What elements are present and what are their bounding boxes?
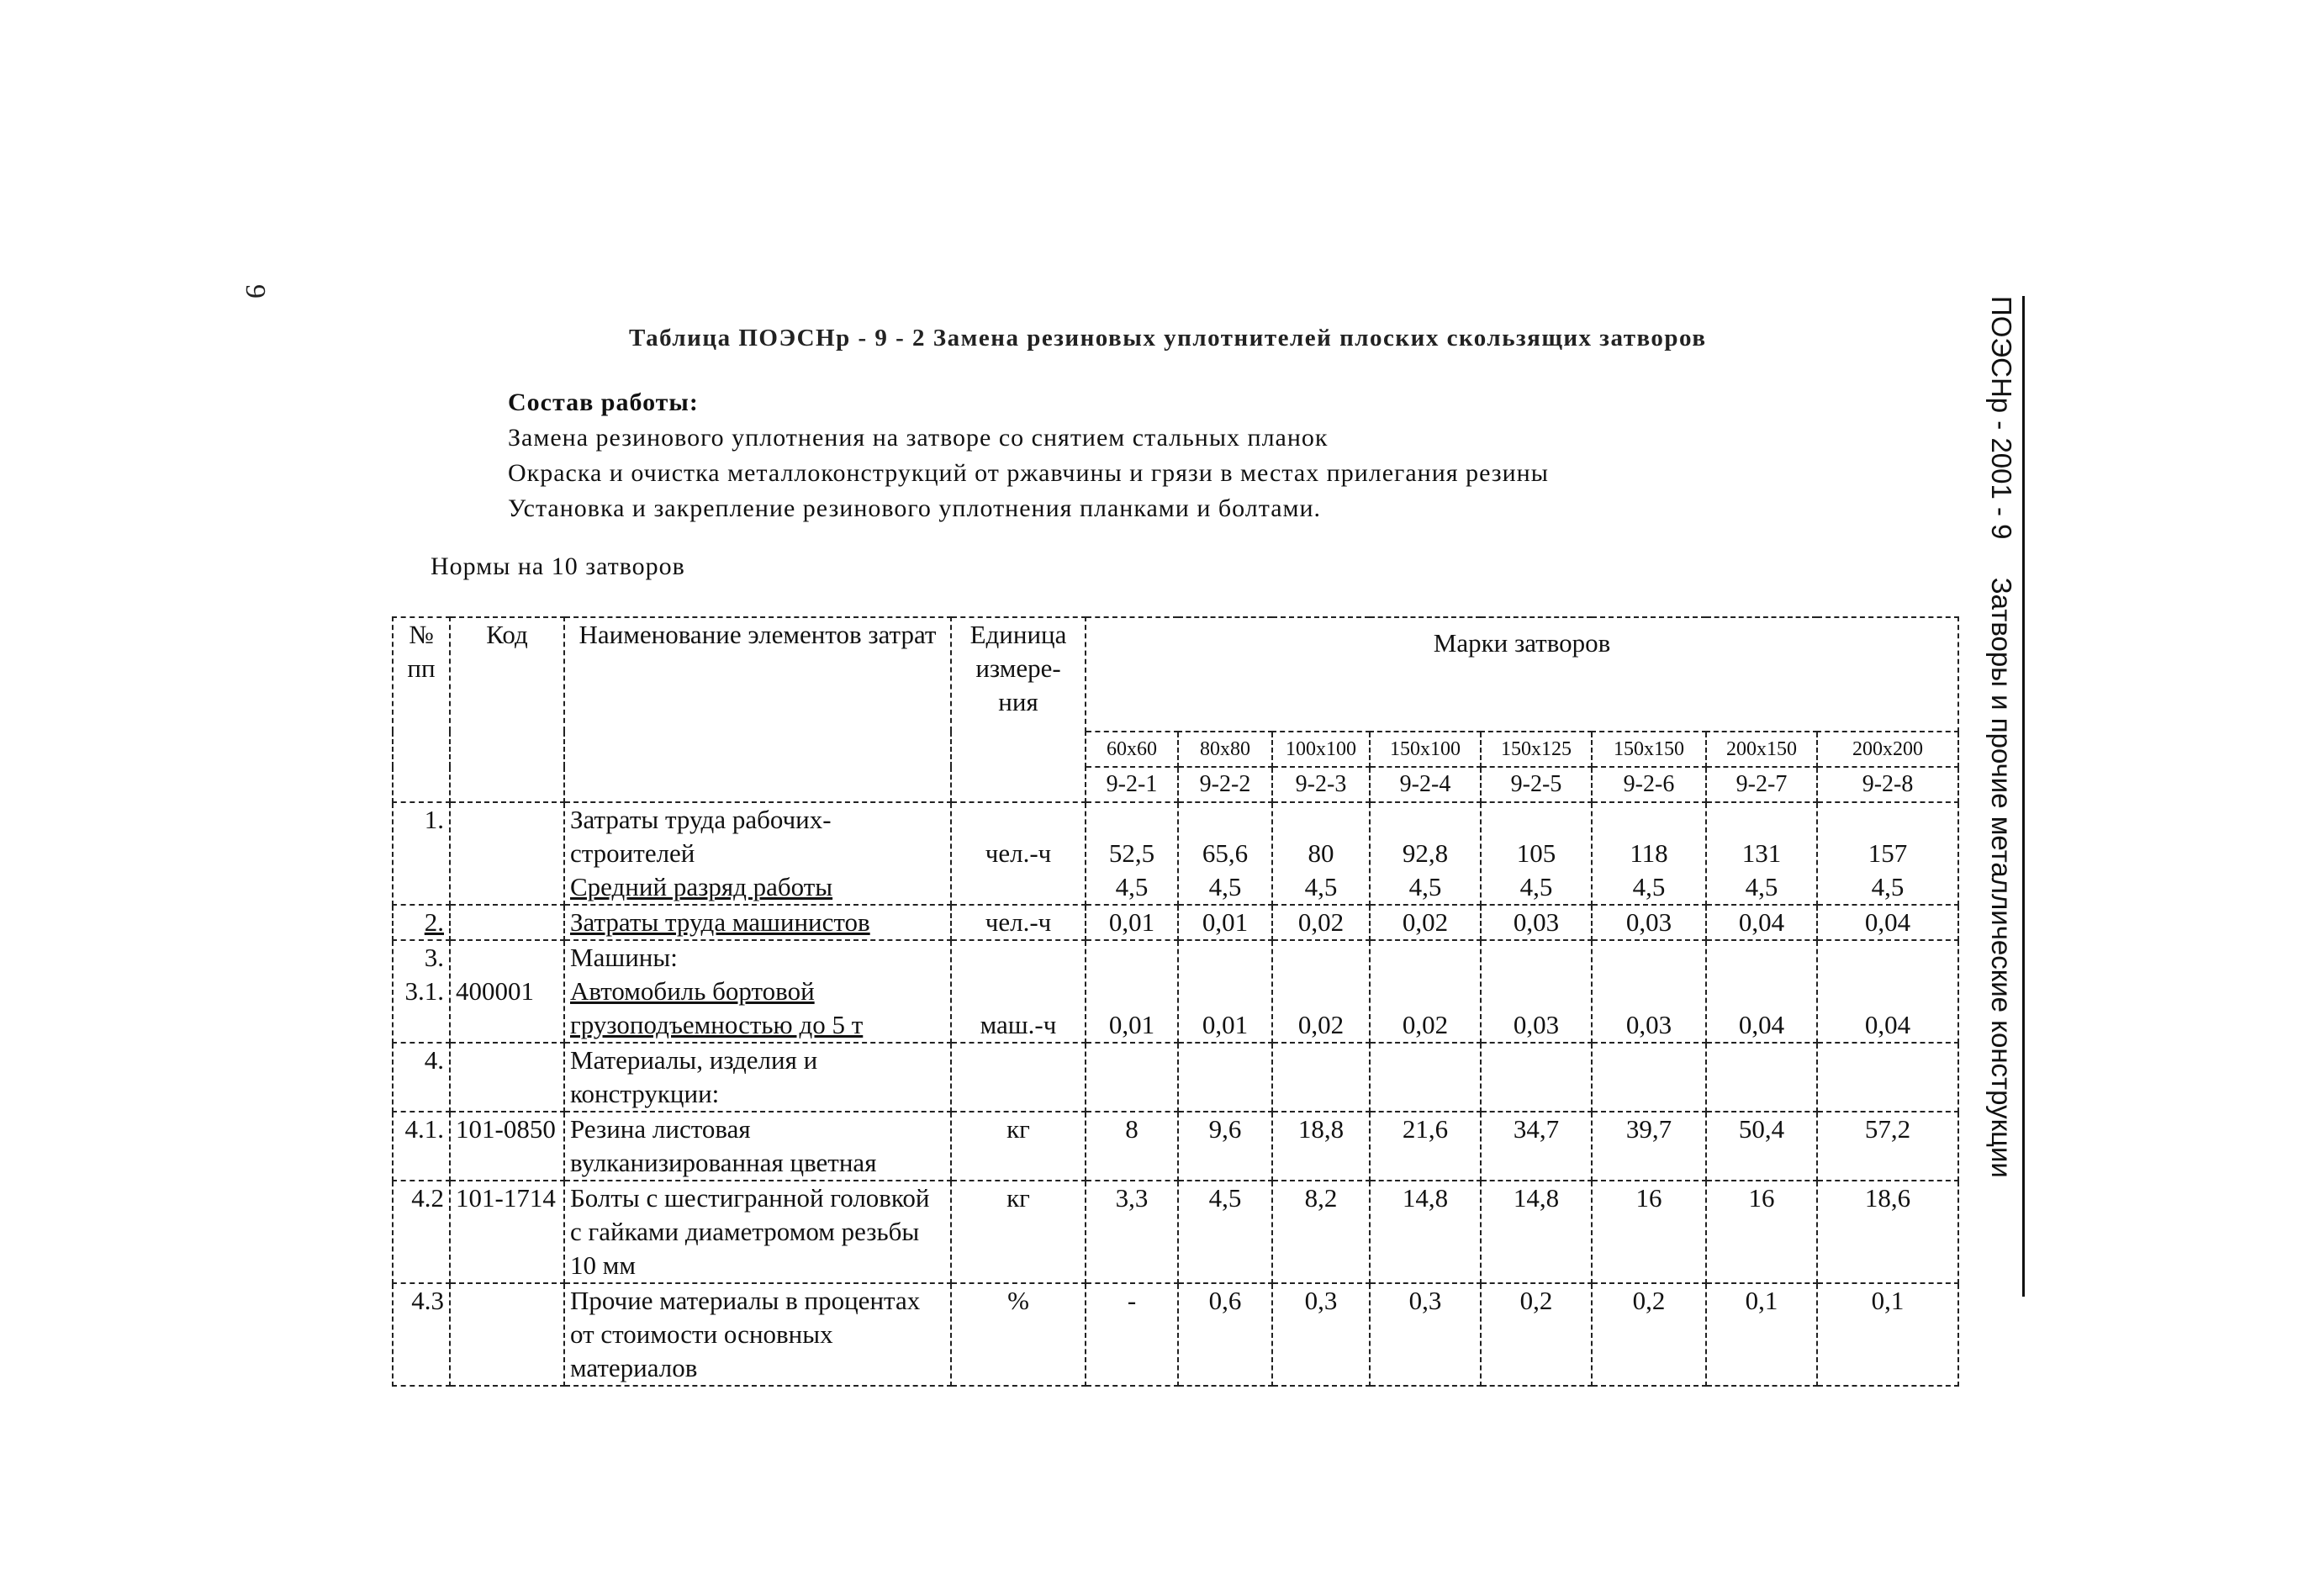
norms-caption: Нормы на 10 затворов bbox=[431, 552, 685, 580]
mark-code: 9-2-5 bbox=[1481, 767, 1592, 802]
row-sub-value: 4,5 bbox=[1519, 872, 1553, 901]
mark-size: 200x200 bbox=[1817, 732, 1958, 767]
mark-code: 9-2-2 bbox=[1178, 767, 1272, 802]
row-value: 0,6 bbox=[1178, 1283, 1272, 1386]
row-value: 131 bbox=[1741, 838, 1782, 868]
row-value: 92,8 bbox=[1402, 838, 1449, 868]
row-value: 39,7 bbox=[1592, 1112, 1706, 1181]
row-value: 0,3 bbox=[1370, 1283, 1481, 1386]
row-value: 157 bbox=[1868, 838, 1908, 868]
row-value: 0,3 bbox=[1272, 1283, 1370, 1386]
row-value-cell bbox=[1481, 802, 1592, 905]
mark-size: 80x80 bbox=[1178, 732, 1272, 767]
row-value: 0,01 bbox=[1178, 905, 1272, 940]
row-value: 18,6 bbox=[1817, 1181, 1958, 1283]
header-name: Наименование элементов затрат bbox=[564, 617, 951, 802]
row-value: 21,6 bbox=[1370, 1112, 1481, 1181]
row-value-cell bbox=[1272, 802, 1370, 905]
row-value-cell bbox=[1370, 802, 1481, 905]
row-code bbox=[450, 905, 564, 940]
work-composition-heading: Состав работы: bbox=[508, 388, 699, 416]
row-unit: кг bbox=[951, 1112, 1086, 1181]
table-row bbox=[393, 1043, 1958, 1112]
row-unit: кг bbox=[951, 1181, 1086, 1283]
header-num: № пп bbox=[393, 617, 450, 802]
row-value: 118 bbox=[1630, 838, 1668, 868]
mark-code: 9-2-1 bbox=[1086, 767, 1178, 802]
row-sub-value: 4,5 bbox=[1632, 872, 1666, 901]
row-name: Болты с шестигранной головкой с гайками диаметромом резьбы 10 мм bbox=[564, 1181, 951, 1283]
mark-code: 9-2-7 bbox=[1706, 767, 1817, 802]
row-value: 0,1 bbox=[1706, 1283, 1817, 1386]
row-name: Прочие материалы в процентах от стоимости основных материалов bbox=[564, 1283, 951, 1386]
row-unit: чел.-ч bbox=[951, 802, 1086, 905]
row-value: 8 bbox=[1086, 1112, 1178, 1181]
row-value: 0,03 bbox=[1592, 940, 1706, 1043]
row-code: 101-0850 bbox=[450, 1112, 564, 1181]
row-num: 2. bbox=[393, 905, 450, 940]
mark-size: 150x125 bbox=[1481, 732, 1592, 767]
row-value: 0,04 bbox=[1817, 940, 1958, 1043]
row-value: 0,2 bbox=[1592, 1283, 1706, 1386]
row-name: Материалы, изделия и конструкции: bbox=[564, 1043, 951, 1112]
row-value: 0,02 bbox=[1370, 905, 1481, 940]
header-row bbox=[393, 617, 1958, 732]
mark-size: 150x150 bbox=[1592, 732, 1706, 767]
row-sub-value: 4,5 bbox=[1871, 872, 1905, 901]
row-num-cell bbox=[393, 940, 450, 1043]
row-value: 0,04 bbox=[1706, 905, 1817, 940]
row-num: 4.3 bbox=[393, 1283, 450, 1386]
side-header bbox=[1985, 296, 2025, 1297]
row-sub-value: 4,5 bbox=[1115, 872, 1149, 901]
row-value: 50,4 bbox=[1706, 1112, 1817, 1181]
row-value: - bbox=[1086, 1283, 1178, 1386]
side-header-section: Затворы и прочие металлические конструкции bbox=[1986, 577, 2017, 1178]
row-value: 14,8 bbox=[1370, 1181, 1481, 1283]
row-value: 34,7 bbox=[1481, 1112, 1592, 1181]
mark-code: 9-2-4 bbox=[1370, 767, 1481, 802]
row-value: 4,5 bbox=[1178, 1181, 1272, 1283]
table-row bbox=[393, 940, 1958, 1043]
row-unit: маш.-ч bbox=[951, 940, 1086, 1043]
row-sub-value: 4,5 bbox=[1208, 872, 1242, 901]
row-code: 400001 bbox=[456, 976, 534, 1006]
row-sub-name: Средний разряд работы bbox=[570, 872, 833, 901]
row-num: 3.1. bbox=[404, 976, 444, 1006]
row-value: 0,01 bbox=[1086, 905, 1178, 940]
row-value: 0,02 bbox=[1272, 940, 1370, 1043]
header-unit: Единица измере-ния bbox=[951, 617, 1086, 802]
row-value: 16 bbox=[1706, 1181, 1817, 1283]
row-value: 0,03 bbox=[1592, 905, 1706, 940]
row-sub-value: 4,5 bbox=[1408, 872, 1442, 901]
row-name: Затраты труда машинистов bbox=[564, 905, 951, 940]
work-item: Установка и закрепление резинового уплотнения планками и болтами. bbox=[508, 494, 1322, 522]
row-name-cell bbox=[564, 940, 951, 1043]
table-title: Таблица ПОЭСНр - 9 - 2 Замена резиновых уплотнителей плоских скользящих затворов bbox=[629, 325, 1707, 351]
page-number: 9 bbox=[240, 284, 271, 300]
mark-code: 9-2-8 bbox=[1817, 767, 1958, 802]
row-sub-value: 4,5 bbox=[1304, 872, 1338, 901]
row-value: 57,2 bbox=[1817, 1112, 1958, 1181]
mark-size: 60x60 bbox=[1086, 732, 1178, 767]
row-value: 16 bbox=[1592, 1181, 1706, 1283]
row-value: 0,02 bbox=[1370, 940, 1481, 1043]
row-sub-value: 4,5 bbox=[1745, 872, 1778, 901]
row-num: 4.2 bbox=[393, 1181, 450, 1283]
row-name-main: Затраты труда рабочих-строителей bbox=[570, 805, 832, 868]
row-value: 65,6 bbox=[1202, 838, 1249, 868]
mark-size: 150x100 bbox=[1370, 732, 1481, 767]
side-header-code: ПОЭСНр - 2001 - 9 bbox=[1986, 296, 2017, 540]
row-value: 0,03 bbox=[1481, 940, 1592, 1043]
row-value: 52,5 bbox=[1108, 838, 1155, 868]
table-row bbox=[393, 905, 1958, 940]
row-value-cell bbox=[1086, 802, 1178, 905]
row-num: 4.1. bbox=[393, 1112, 450, 1181]
row-value: 80 bbox=[1308, 838, 1334, 868]
row-code bbox=[450, 1043, 564, 1112]
table-row bbox=[393, 1181, 1958, 1283]
table-row bbox=[393, 802, 1958, 905]
row-name: Автомобиль бортовой грузоподъемностью до 5 т bbox=[570, 976, 864, 1039]
row-value: 8,2 bbox=[1272, 1181, 1370, 1283]
mark-size: 100x100 bbox=[1272, 732, 1370, 767]
row-value: 0,02 bbox=[1272, 905, 1370, 940]
row-value: 105 bbox=[1516, 838, 1556, 868]
row-value: 0,01 bbox=[1178, 940, 1272, 1043]
row-code bbox=[450, 1283, 564, 1386]
table-row bbox=[393, 1283, 1958, 1386]
row-code bbox=[450, 802, 564, 905]
row-value: 18,8 bbox=[1272, 1112, 1370, 1181]
row-num: 1. bbox=[393, 802, 450, 905]
row-num: 4. bbox=[393, 1043, 450, 1112]
header-code: Код bbox=[450, 617, 564, 802]
row-value-cell bbox=[1592, 802, 1706, 905]
work-item: Окраска и очистка металлоконструкций от ржавчины и грязи в местах прилегания резины bbox=[508, 459, 1549, 487]
row-value: 3,3 bbox=[1086, 1181, 1178, 1283]
row-value: 9,6 bbox=[1178, 1112, 1272, 1181]
row-value-cell bbox=[1178, 802, 1272, 905]
work-item: Замена резинового уплотнения на затворе со снятием стальных планок bbox=[508, 424, 1329, 452]
work-composition bbox=[508, 385, 1549, 526]
row-value: 0,2 bbox=[1481, 1283, 1592, 1386]
row-name: Резина листовая вулканизированная цветная bbox=[564, 1112, 951, 1181]
row-code: 101-1714 bbox=[450, 1181, 564, 1283]
row-unit: чел.-ч bbox=[951, 905, 1086, 940]
mark-size: 200x150 bbox=[1706, 732, 1817, 767]
row-value: 14,8 bbox=[1481, 1181, 1592, 1283]
row-value: 0,1 bbox=[1817, 1283, 1958, 1386]
row-value: 0,04 bbox=[1817, 905, 1958, 940]
row-value-cell bbox=[1706, 802, 1817, 905]
row-unit: % bbox=[951, 1283, 1086, 1386]
row-value: 0,01 bbox=[1086, 940, 1178, 1043]
row-value: 0,04 bbox=[1706, 940, 1817, 1043]
row-name: Машины: bbox=[570, 943, 678, 972]
row-value: 0,03 bbox=[1481, 905, 1592, 940]
row-value-cell bbox=[1817, 802, 1958, 905]
header-marks: Марки затворов bbox=[1086, 617, 1958, 732]
mark-code: 9-2-6 bbox=[1592, 767, 1706, 802]
mark-code: 9-2-3 bbox=[1272, 767, 1370, 802]
row-name bbox=[564, 802, 951, 905]
row-code-cell bbox=[450, 940, 564, 1043]
row-num: 3. bbox=[424, 943, 444, 972]
table-row bbox=[393, 1112, 1958, 1181]
norms-table bbox=[392, 616, 1959, 1387]
